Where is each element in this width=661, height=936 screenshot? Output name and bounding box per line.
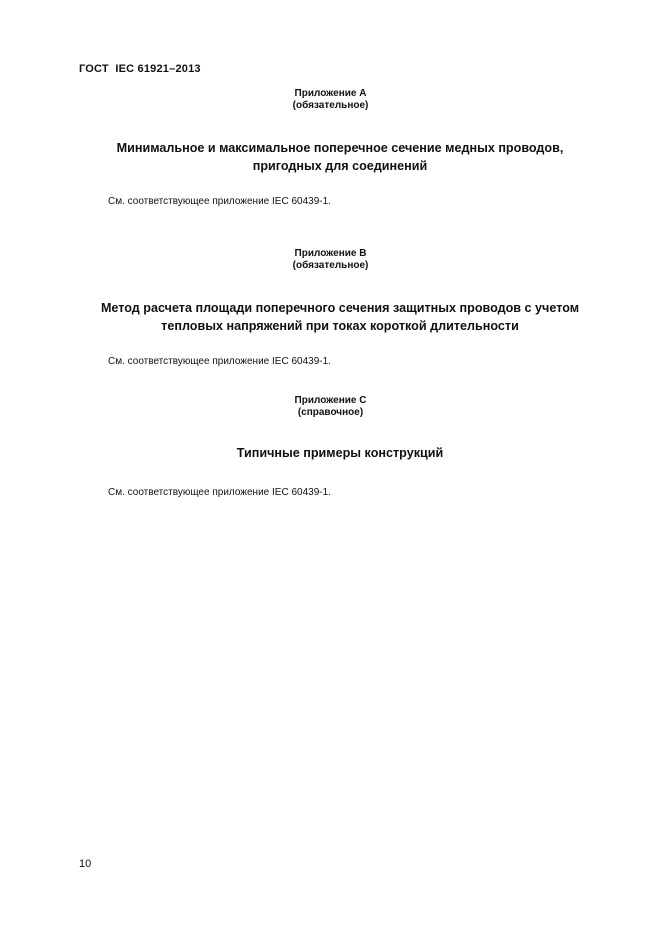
appendix-a-name: Приложение А: [294, 88, 367, 99]
appendix-b-title-line: тепловых напряжений при токах короткой длительности: [161, 319, 519, 333]
appendix-a-title: [70, 139, 610, 175]
appendix-b-name: Приложение В: [294, 248, 367, 259]
appendix-c-label: [0, 395, 661, 419]
appendix-b-title: [70, 299, 610, 335]
page-number: 10: [79, 858, 92, 870]
appendix-b-text: См. соответствующее приложение IEC 60439-1.: [108, 356, 331, 367]
appendix-c-text: См. соответствующее приложение IEC 60439-1.: [108, 487, 331, 498]
appendix-c-title-line: Типичные примеры конструкций: [236, 446, 444, 460]
appendix-a-label: [0, 88, 661, 112]
page-header: ГОСТ IEC 61921–2013: [79, 63, 201, 75]
appendix-a-text: См. соответствующее приложение IEC 60439-1.: [108, 196, 331, 207]
appendix-a-title-line: Минимальное и максимальное поперечное сечение медных проводов,: [116, 141, 564, 155]
appendix-c-name: Приложение С: [294, 395, 367, 406]
appendix-c-status: (справочное): [297, 407, 364, 418]
appendix-b-label: [0, 248, 661, 272]
appendix-a-title-line: пригодных для соединений: [252, 159, 428, 173]
appendix-c-title: [70, 444, 610, 462]
appendix-b-title-line: Метод расчета площади поперечного сечения защитных проводов с учетом: [100, 301, 580, 315]
appendix-a-status: (обязательное): [292, 100, 369, 111]
appendix-b-status: (обязательное): [292, 260, 369, 271]
